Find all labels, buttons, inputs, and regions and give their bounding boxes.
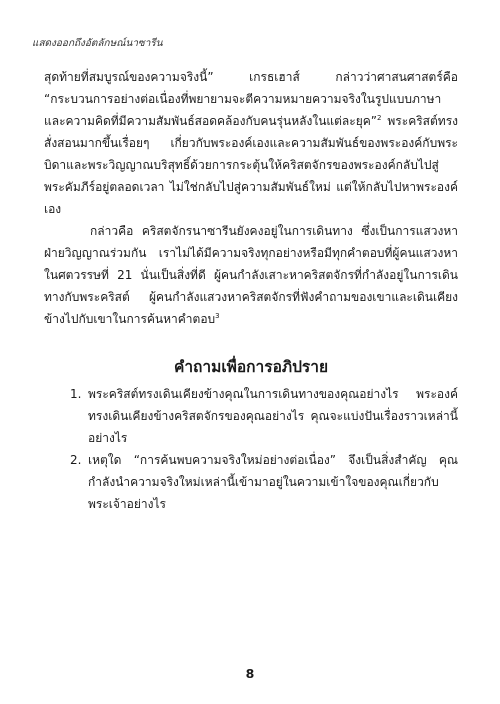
running-head: แสดงออกถึงอัตลักษณ์นาซารีน: [32, 38, 163, 49]
paragraph-text: พระคริสต์ทรงสั่งสอนมากขึ้นเรื่อยๆ เกี่ยวกับพระองค์เองและความสัมพันธ์ของพระองค์กับพระบิดาและพระวิญญาณบริสุทธิ์ด้วยการกระตุ้นให้คริสตจักรของพระองค์กลับไปสู่พระคัมภีร์อยู่ตลอดเวลา ไม่ใช่กลับไปสู่ความสัมพันธ์ใหม่ แต่ให้กลับไปหาพระองค์เอง: [44, 114, 458, 216]
body-paragraph: [44, 220, 458, 330]
question-number: 2.: [70, 453, 82, 467]
paragraph-text: สุดท้ายที่สมบูรณ์ของความจริงนี้” เกรธเฮาส์ กล่าวว่าศาสนศาสตร์คือ “กระบวนการอย่างต่อเนื่องที่พยายามจะตีความหมายความจริงในรูปแบบภาษาและความคิดที่มีความสัมพันธ์สอดคล้องกับคนรุ่นหลังในแต่ละยุค”: [44, 70, 458, 128]
section-heading: คำถามเพื่อการอภิปราย: [173, 358, 329, 376]
footnote-marker[interactable]: 2: [377, 114, 382, 122]
question-number: 1.: [70, 387, 82, 401]
body-paragraph: [44, 66, 458, 220]
page-number: 8: [245, 666, 255, 681]
question-item: [44, 449, 458, 515]
question-text: เหตุใด “การค้นพบความจริงใหม่อย่างต่อเนื่อง” จึงเป็นสิ่งสำคัญ คุณกำลังนำความจริงใหม่เหล่านี้เข้ามาอยู่ในความเข้าใจของคุณเกี่ยวกับพระเจ้าอย่างไร: [88, 453, 458, 511]
question-list: [44, 383, 458, 515]
question-text: พระคริสต์ทรงเดินเคียงข้างคุณในการเดินทางของคุณอย่างไร พระองค์ทรงเดินเคียงข้างคริสตจักรของคุณอย่างไร คุณจะแบ่งปันเรื่องราวเหล่านี้อย่างไร: [88, 387, 458, 445]
question-item: [44, 383, 458, 449]
paragraph-text: กล่าวคือ คริสตจักรนาซารีนยังคงอยู่ในการเดินทาง ซึ่งเป็นการแสวงหาฝ่ายวิญญาณร่วมกัน เราไม่ได้มีความจริงทุกอย่างหรือมีทุกคำตอบที่ผู้คนแสวงหาในศตวรรษที่ 21 นั่นเป็นสิ่งที่ดี ผู้คนกำลังเสาะหาคริสตจักรที่กำลังอยู่ในการเดินทางกับพระคริสต์ ผู้คนกำลังแสวงหาคริสตจักรที่ฟังคำถามของเขาและเดินเคียงข้างไปกับเขาในการค้นหาคำตอบ: [44, 224, 458, 326]
footnote-marker[interactable]: 3: [215, 312, 220, 320]
page-body: [44, 66, 458, 515]
